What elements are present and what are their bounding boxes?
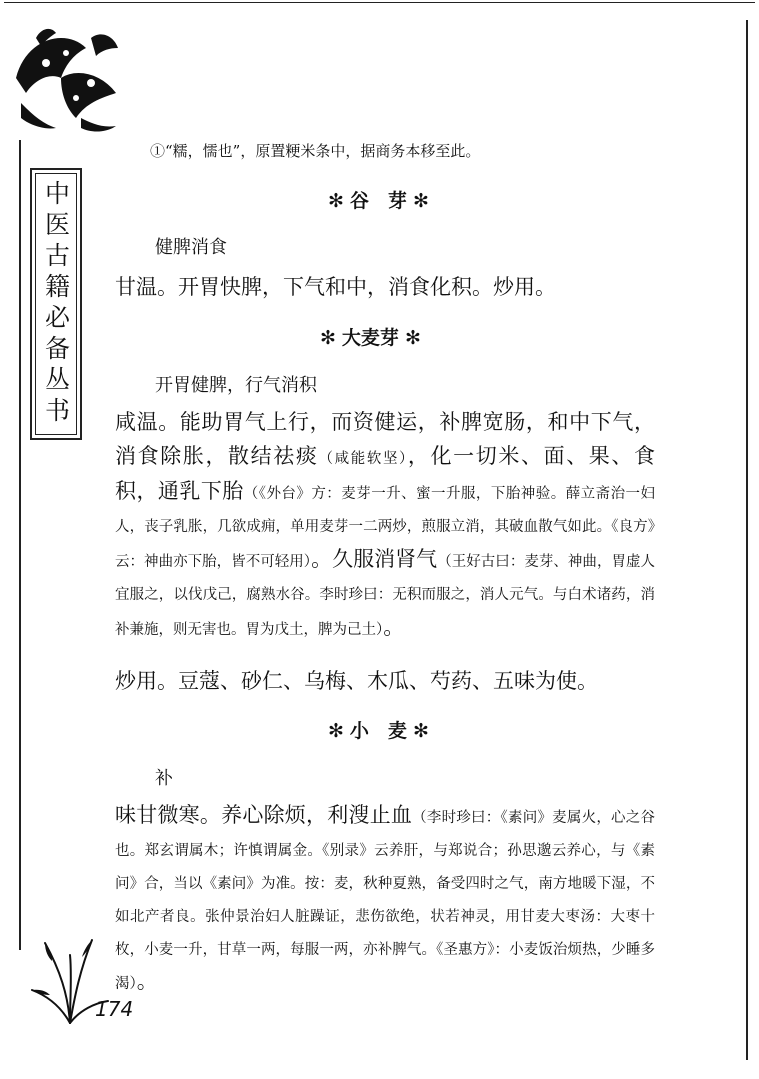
entry-subtitle: 补	[155, 768, 173, 789]
entry-heading-gu-ya	[328, 186, 429, 213]
star-icon: ✻	[412, 190, 429, 212]
phoenix-ornament-icon	[6, 18, 128, 138]
entry-text: ，化一切米、面、果、食积，通乳下胎	[115, 444, 656, 503]
entry-note: （王好古曰：麦芽、神曲，胃虚人宜服之，以伐戊己，腐熟水谷。李时珍曰：无积而服之，消人元气。与白术诸药，消补兼施，则无害也。胃为戊土，脾为己土）	[115, 554, 656, 638]
series-title: 中医古籍必备丛书	[41, 180, 71, 428]
entry-text: 。	[383, 615, 405, 639]
entry-body	[115, 270, 655, 304]
entry-note: （《外台》方：麦芽一升、蜜一升服，下胎神验。薛立斋治一妇人，丧子乳胀，几欲成痈，单用麦芽一二两炒，煎服立消，其破血散气如此。《良方》云：神曲亦下胎，皆不可轻用）	[115, 486, 656, 570]
entry-subtitle: 健脾消食	[155, 237, 227, 258]
star-icon: ✻	[328, 720, 344, 742]
footnote: ①“糯，懦也”，原置粳米条中，据商务本移至此。	[150, 142, 481, 160]
entry-after: 炒用。豆蔻、砂仁、乌梅、木瓜、芍药、五味为使。	[115, 669, 598, 693]
entry-text: 。	[136, 969, 158, 993]
entry-text: 咸温。能助胃气上行，而资健运，补脾宽肠，和中下气，消食除胀，散结祛痰	[115, 410, 655, 468]
entry-title: 谷 芽	[349, 190, 407, 212]
star-icon: ✻	[404, 327, 421, 349]
entry-title: 小 麦	[349, 720, 407, 742]
page-number: 174	[95, 997, 134, 1021]
entry-subtitle: 开胃健脾，行气消积	[155, 375, 317, 396]
entry-note: （咸能软坚）	[318, 451, 408, 467]
entry-text: 味甘微寒。养心除烦，利溲止血	[115, 803, 413, 827]
star-icon: ✻	[320, 327, 336, 349]
star-icon: ✻	[328, 190, 344, 212]
top-frame-line	[4, 2, 755, 3]
series-title-box	[30, 168, 82, 440]
entry-note: （李时珍曰：《素问》麦属火，心之谷也。郑玄谓属木；许慎谓属金。《别录》云养肝，与郑说合；孙思邈云养心，与《素问》合，当以《素问》为准。按：麦，秋种夏熟，备受四时之气，南方地暖下湿，不如北产者良。张仲景治妇人脏躁证，悲伤欲绝，状若神灵，用甘麦大枣汤：大枣十枚，小麦一升，甘草一两，每服一两，亦补脾气。《圣惠方》：小麦饭治烦热，少睡多渴）	[115, 810, 656, 992]
star-icon: ✻	[412, 720, 429, 742]
entry-heading-da-mai-ya	[320, 323, 421, 350]
entry-heading-xiao-mai	[328, 716, 429, 743]
entry-body	[115, 406, 655, 646]
entry-text: 。久服消肾气	[311, 547, 438, 571]
entry-text: 甘温。开胃快脾，下气和中，消食化积。炒用。	[115, 275, 556, 299]
left-margin-rule	[19, 140, 21, 950]
right-margin-rule	[746, 20, 748, 1060]
entry-body	[115, 800, 655, 1000]
entry-title: 大麦芽	[341, 327, 399, 349]
